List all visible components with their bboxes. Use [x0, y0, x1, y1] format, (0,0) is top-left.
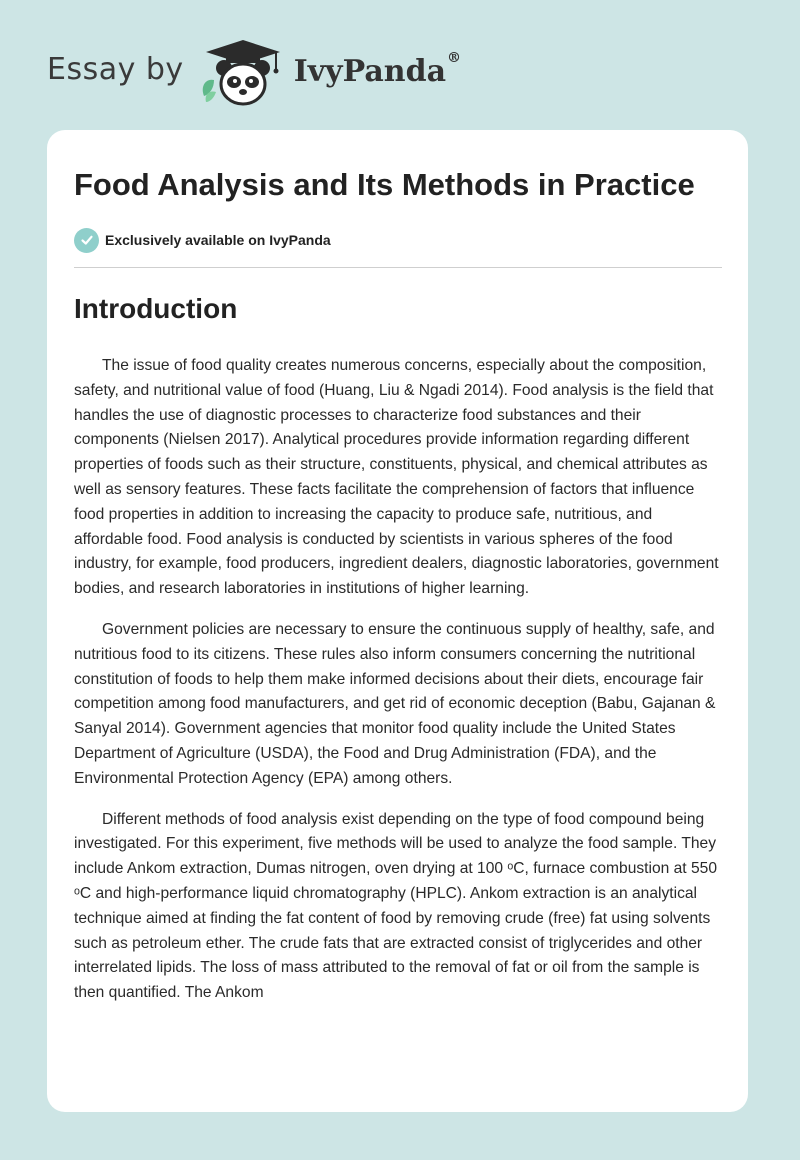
essay-card — [47, 130, 748, 1112]
exclusive-badge-text: Exclusively available on IvyPanda — [105, 232, 331, 248]
paragraph: Different methods of food analysis exist depending on the type of food compound being investigated. For this experiment, five methods will be used to analyze the food sample. They include Ankom extraction, Dumas nitrogen, oven drying at 100 ᵒC, furnace combustion at 550 ᵒC and high-performance liquid chromatography (HPLC). Ankom extraction is an analytical technique aimed at finding the fat content of food by removing crude (free) fat using solvents such as petroleum ether. The crude fats that are extracted consist of triglycerides and other interrelated lipids. The loss of mass attributed to the removal of fat or oil from the sample is then quantified. The Ankom — [74, 810, 717, 1002]
paragraph: Government policies are necessary to ensure the continuous supply of healthy, safe, and nutritious food to its citizens. These rules also inform consumers concerning the nutritional constitution of foods to help them make informed decisions about their diets, encourage fair competition among food manufacturers, and get rid of economic deception (Babu, Gajanan & Sanyal 2014). Government agencies that monitor food quality include the United States Department of Agriculture (USDA), the Food and Drug Administration (FDA), and the Environmental Protection Agency (EPA) among others. — [74, 620, 716, 787]
header-divider — [74, 267, 722, 268]
essay-title: Food Analysis and Its Methods in Practice — [74, 167, 695, 202]
exclusive-badge — [74, 227, 722, 253]
panda-graduate-icon — [198, 36, 288, 108]
brand-name: IvyPanda® — [293, 49, 462, 89]
paragraph: The issue of food quality creates numerous concerns, especially about the composition, safety, and nutritional value of food (Huang, Liu & Ngadi 2014). Food analysis is the field that handles the use of diagnostic processes to characterize food substances and their components (Nielsen 2017). Analytical procedures provide information regarding different properties of foods such as their structure, constituents, physical, and chemical attributes as well as sensory features. These facts facilitate the comprehension of factors that influence food properties in addition to increasing the capacity to produce safe, nutritious, and affordable food. Food analysis is conducted by scientists in various spheres of the food industry, for example, food producers, ingredient dealers, diagnostic laboratories, government bodies, and research laboratories in institutions of higher learning. — [74, 357, 719, 598]
essay-content — [74, 130, 722, 1006]
section-heading-introduction: Introduction — [74, 293, 238, 324]
check-circle-icon — [74, 228, 99, 253]
brand-prefix: Essay by — [47, 51, 184, 87]
site-brand[interactable] — [47, 36, 461, 108]
